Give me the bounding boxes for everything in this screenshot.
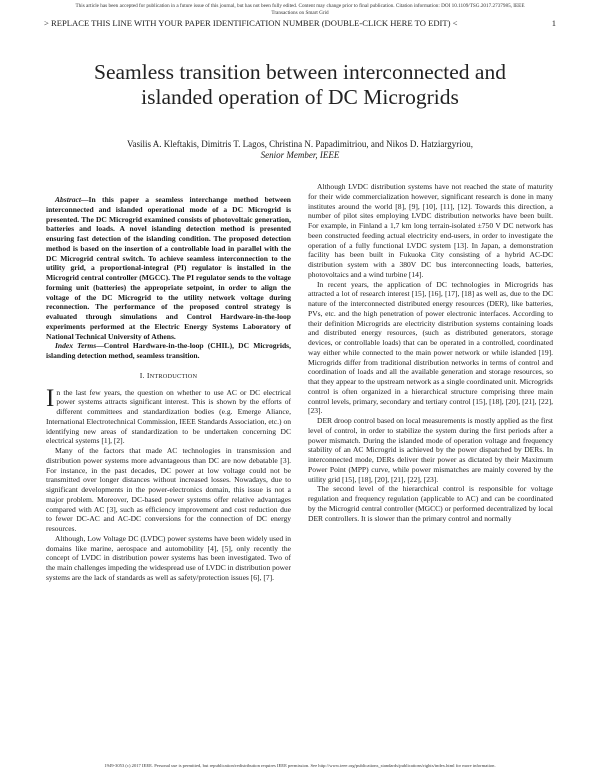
right-paragraph-4: The second level of the hierarchical control is responsible for voltage regulation and frequency regulation (applicable to AC) and can be coordinated by the Microgrid central controller (MGCC) or performed decentralized by local DER controllers. It is slower than the primary control and normally [308, 484, 553, 523]
section-first-letter: I [146, 370, 150, 380]
abstract-text: —In this paper a seamless interchange method between interconnected and islanded operational mode of a DC Microgrid is presented. The DC Microgrid examined consists of photovoltaic generation, batteries and loads. A novel islanding detection method is presented ensuring fast detection of the islanding condition. The proposed detection method is based on the insertion of a controllable load in parallel with the DC Microgrid central switch. To achieve seamless interconnection to the utility grid, a proportional-integral (PI) regulator is installed in the Microgrid central controller (MGCC). The PI regulator sends to the voltage forming unit (batteries) the appropriate setpoint, in order to align the voltage of the DC Microgrid to the utility network voltage during reconnection. The performance of the proposed control strategy is evaluated through simulations and Control Hardware-in-the-loop experiments performed at the Electric Energy Systems Laboratory of National Technical University of Athens. [46, 195, 291, 341]
title-line-2: islanded operation of DC Microgrids [141, 85, 459, 109]
right-paragraph-2: In recent years, the application of DC technologies in Microgrids has attracted a lot of research interest [15], [16], [17], [18] as well as, due to the DC nature of the interconnected distributed energy resources (DER), like batteries, PVs, etc. and the high penetration of power electronic interfaces. According to their definition Microgrids are electricity distribution systems containing loads and distributed energy resources, (such as distributed generators, storage devices, or controllable loads) that can be operated in a controlled, coordinated way either while connected to the main power network or while islanded [19]. Microgrids differ from traditional distribution networks in terms of control and coordination of loads and all the available generation and storage resources, so that they appear to the upstream network as a single coordinated unit. Microgrids control is often organized in a hierarchical structure comprising three main control levels, primary, secondary and tertiary control [15], [18], [20], [21], [22], [23]. [308, 279, 553, 416]
banner-line-2: Transactions on Smart Grid [271, 10, 329, 16]
section-numeral: I. [139, 370, 145, 380]
author-names: Vasilis A. Kleftakis, Dimitris T. Lagos, Christina N. Papadimitriou, and Nikos D. Hatziargyriou, [127, 139, 473, 149]
author-block [40, 139, 560, 161]
right-column [308, 182, 553, 523]
left-column [46, 195, 291, 583]
right-paragraph-3: DER droop control based on local measurements is mostly applied as the first level of control, in order to stabilize the system during the first periods after a power mismatch. During the islanded mode of operation voltage and frequency stability of an AC Microgrid is achieved by the power dispatched by DERs. In interconnected mode, DERs deliver their power as dictated by their Maximum Power Point (MPP) curve, while power mismatches are mainly covered by the utility grid [15], [18], [20], [21], [22], [23]. [308, 416, 553, 484]
copyright-footer: 1949-3053 (c) 2017 IEEE. Personal use is permitted, but republication/redistribution requires IEEE permission. See http://www.ieee.org/publications_standards/publications/rights/index.html for more information. [104, 763, 496, 768]
section-heading-introduction [46, 371, 291, 382]
paper-title [40, 60, 560, 110]
intro-paragraph-2: Many of the factors that made AC technologies in transmission and distribution power systems more advantageous than DC are now debatable [3]. For instance, in the past decades, DC power at low voltage could not be transmitted over longer distances without increased losses. Nowadays, due to significant developments in the power-electronics domain, this issue is not a major problem. Moreover, DC-based power systems offer relative advantages compared with AC [3], such as efficiency improvement and cost reduction due to fewer DC-AC and AC-DC conversions for the connection of DC energy resources. [46, 446, 291, 533]
drop-cap: I [46, 384, 55, 412]
journal-banner [0, 3, 600, 17]
intro-paragraph-1 [46, 384, 291, 447]
intro-paragraph-1-text: n the last few years, the question on whether to use AC or DC electrical power systems attracts significant interest. This is shown by the efforts of different committees and standardization bodies (e.g. Emerge Aliance, International Electrotechnical Commission, IEEE Standards Association, etc.) on identifying new areas of standardization to be undertaken concerning DC electrical systems [1], [2]. [46, 387, 291, 446]
index-terms-text: —Control Hardware-in-the-loop (CHIL), DC Microgrids, islanding detection method, seamless transition. [46, 341, 291, 360]
abstract [46, 195, 291, 341]
author-role: Senior Member, IEEE [260, 150, 340, 160]
intro-paragraph-3: Although, Low Voltage DC (LVDC) power systems have been widely used in domains like marine, aerospace and automobility [4], [5], only recently the concept of LVDC in distribution power systems has been investigated. Two of the main challenges impeding the widespread use of LVDC in distribution power systems are the lack of standards as well as safety/protection issues [6], [7]. [46, 533, 291, 582]
right-paragraph-1: Although LVDC distribution systems have not reached the state of maturity for their wide commercialization however, significant research is done in many institutes around the world [8], [9], [10], [11], [12]. Towards this direction, a number of pilot sites employing LVDC distribution networks have been built. For example, in Finland a 1,7 km long terrain-isolated ±750 V DC network has been constructed feeding actual electricity end-users, in order to investigate the operation of a fully functional LVDC system [13]. In Japan, a demonstration facility has been built in Fukuoka City consisting of a hybrid AC-DC distribution system with a 380V DC bus interconnecting loads, batteries, photovoltaics and a wind turbine [14]. [308, 182, 553, 279]
page-number: 1 [551, 18, 556, 28]
running-header [44, 18, 556, 28]
title-line-1: Seamless transition between interconnected and [94, 60, 506, 84]
index-terms [46, 341, 291, 361]
index-terms-lead: Index Terms [55, 341, 97, 351]
abstract-lead: Abstract [55, 195, 81, 204]
banner-line-1: This article has been accepted for publication in a future issue of this journal, but has not been fully edited. Content may change prior to final publication. Citation information: DOI 10.1109/TSG.2017.2737985, IEEE [75, 3, 525, 9]
section-title-rest: NTRODUCTION [149, 372, 198, 380]
paper-id-placeholder[interactable]: > REPLACE THIS LINE WITH YOUR PAPER IDENTIFICATION NUMBER (DOUBLE-CLICK HERE TO EDIT) < [44, 18, 458, 28]
